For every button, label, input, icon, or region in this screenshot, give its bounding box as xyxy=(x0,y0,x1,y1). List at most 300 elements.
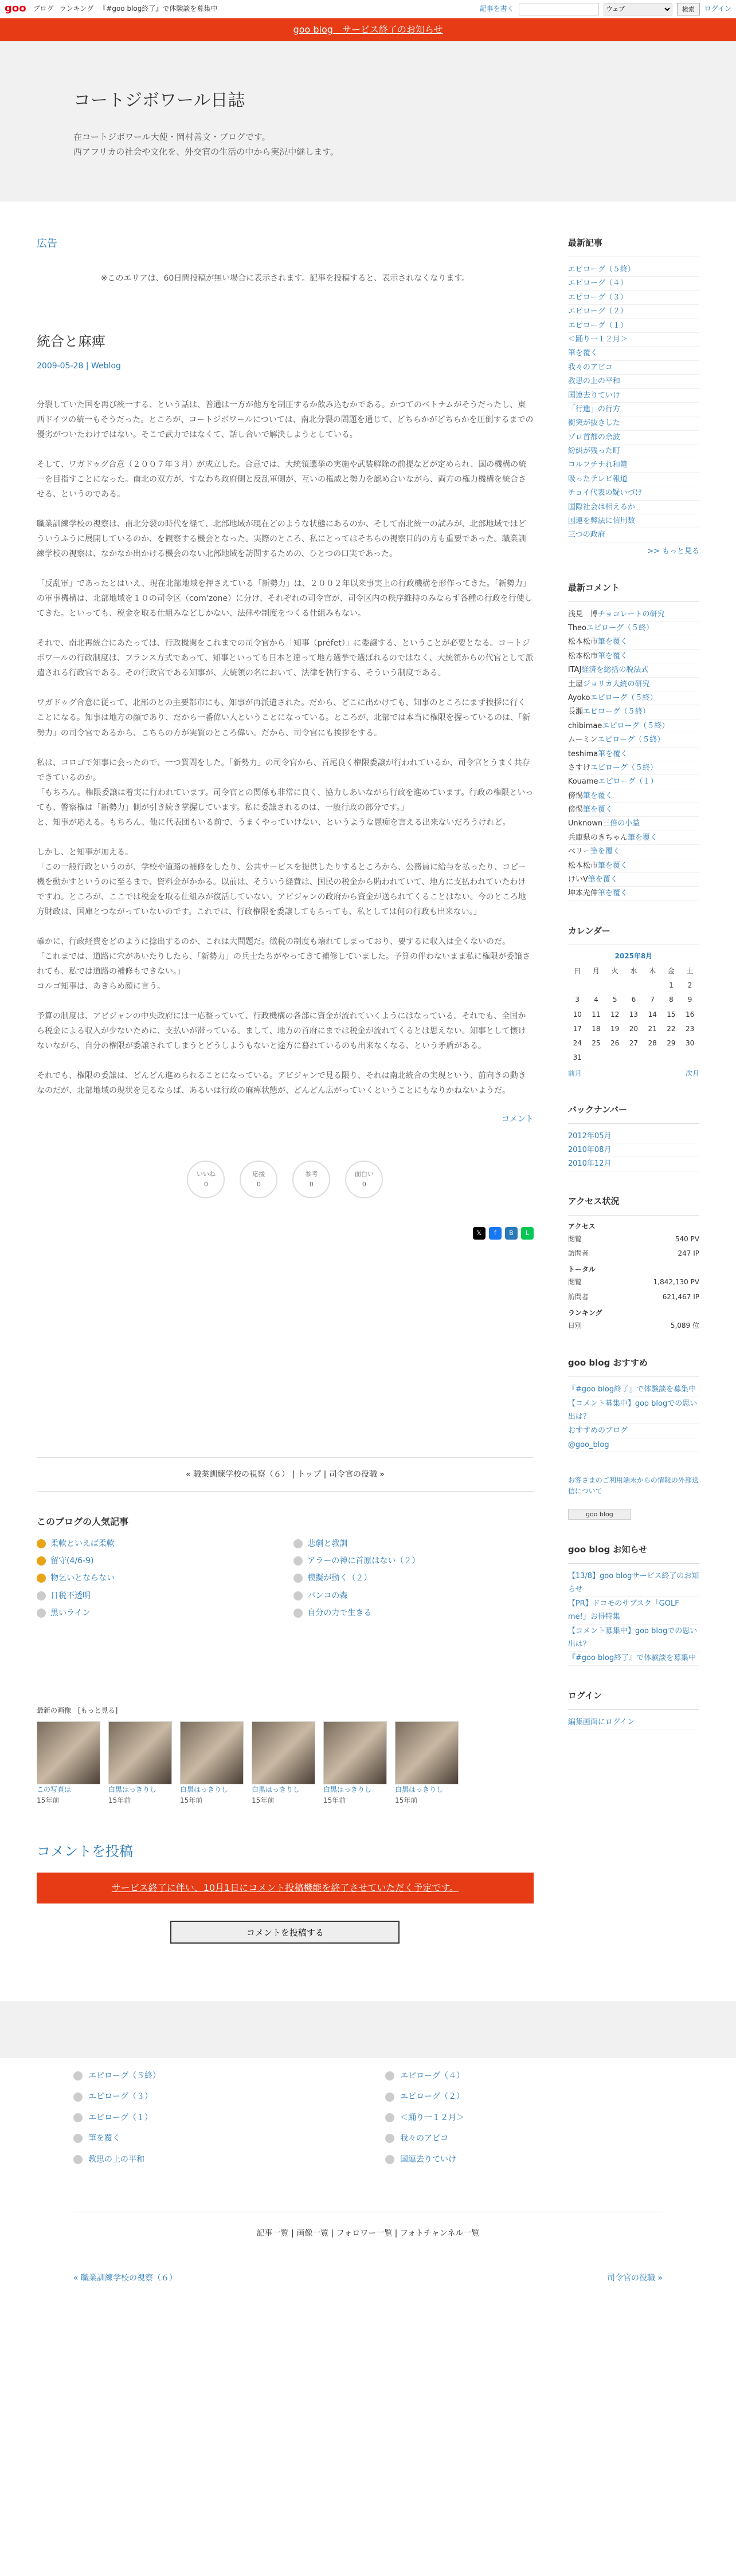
comment-user: Unknown xyxy=(567,819,603,828)
calendar-day xyxy=(587,978,606,993)
comment-user: 浅見 博 xyxy=(567,609,598,619)
comment-user: teshima xyxy=(567,749,598,758)
footer-post-grid xyxy=(73,2070,663,2166)
calendar-month: 2025年8月 xyxy=(614,951,653,960)
circle-icon xyxy=(385,2093,394,2102)
calendar-day: 1 xyxy=(669,981,674,990)
edit-login-link[interactable]: 編集画面にログイン xyxy=(567,1717,635,1726)
calendar-week xyxy=(568,978,699,993)
comment-post-link[interactable]: 筆を覆く xyxy=(597,638,628,647)
calendar-day: 27 xyxy=(629,1039,639,1047)
calendar-weekday: 水 xyxy=(630,967,637,975)
circle-icon xyxy=(73,2071,83,2081)
popular-title: このブログの人気記事 xyxy=(37,1516,129,1527)
popular-item[interactable]: 悲劇と教訓 xyxy=(293,1537,533,1550)
popular-item[interactable]: バンコの森 xyxy=(293,1590,533,1602)
calendar-day: 30 xyxy=(685,1039,695,1047)
comment-post-link[interactable]: 筆を覆く xyxy=(588,875,618,884)
comment-user: 傍惕 xyxy=(567,791,583,800)
comment-item xyxy=(568,817,699,831)
comment-item xyxy=(568,845,699,859)
footer-post-label: エピローグ（５終） xyxy=(88,2071,160,2081)
calendar-day: 25 xyxy=(592,1039,601,1047)
calendar-day: 11 xyxy=(592,1010,601,1018)
crown-icon xyxy=(37,1556,46,1566)
crown-icon xyxy=(37,1539,46,1548)
comment-user: Ayoko xyxy=(567,693,590,702)
calendar-day: 22 xyxy=(667,1024,676,1033)
calendar-day: 2 xyxy=(687,981,692,990)
comment-item xyxy=(568,748,699,761)
goo-logo[interactable]: goo xyxy=(5,2,26,15)
calendar-weekday: 木 xyxy=(649,967,656,975)
backnumber-list xyxy=(568,1130,699,1171)
sidebar xyxy=(568,202,699,1978)
comment-item xyxy=(568,789,699,803)
calendar-day: 4 xyxy=(594,996,598,1004)
comment-item xyxy=(568,733,699,747)
recent-item xyxy=(568,305,699,318)
comment-item xyxy=(568,691,699,705)
calendar-day xyxy=(624,978,643,993)
footer-post-link[interactable] xyxy=(73,2090,351,2103)
recent-item xyxy=(568,486,699,500)
footer-post-link[interactable] xyxy=(385,2090,663,2103)
calendar-week xyxy=(568,993,699,1007)
reaction-cheer[interactable]: 応援 0 xyxy=(240,1161,277,1198)
recent-item xyxy=(568,277,699,290)
access-stats: アクセス 閲覧 540 PV 訪問者 247 IP トータル 閲覧 1,842,130 PV 訪問者 621,467 IP ランキング 日別 5,089 位 xyxy=(567,1222,699,1330)
recent-link[interactable]: 教思の上の平和 xyxy=(567,377,620,386)
comment-post-link[interactable]: 筆を覆く xyxy=(598,749,628,758)
popular-item[interactable]: 物乞いとならない xyxy=(37,1572,276,1584)
comment-item xyxy=(568,635,699,649)
calendar-day: 3 xyxy=(575,996,580,1004)
post-paragraph: 「反乱軍」であったとはいえ、現在北部地域を押さえている「新勢力」は、２００２年以来事実上の行政機構を形作ってきた。「新勢力」の軍事機構は、北部地域を１０の司令区（com'zone）に分け、それぞれの司令官が、司令区内の秩序維持のみならず各種の行政を行使してきた。といっても、税金を取る仕組みなどしかない、法律や制度をつくる仕組みもない。 xyxy=(37,579,533,619)
calendar-day xyxy=(605,1051,624,1065)
footer-post-link[interactable] xyxy=(385,2132,663,2145)
popular-item[interactable]: 模擬が動く（２） xyxy=(293,1572,533,1584)
calendar-day xyxy=(624,1051,643,1065)
post-comment-button[interactable]: コメントを投稿する xyxy=(170,1921,400,1944)
comment-user: Theo xyxy=(567,624,586,632)
comment-item xyxy=(568,831,699,845)
calendar-weekday: 金 xyxy=(667,967,675,975)
footer-post-link[interactable] xyxy=(385,2111,663,2124)
photo-item[interactable]: 白黒はっきりし 15年前 xyxy=(180,1721,244,1806)
comment-user: 土屋 xyxy=(567,679,583,689)
footer-next[interactable]: 司令官の役職 » xyxy=(606,2274,663,2283)
recent-item xyxy=(568,319,699,333)
reaction-funny[interactable]: 面白い 0 xyxy=(345,1161,383,1198)
calendar-day: 6 xyxy=(631,996,636,1004)
comment-item xyxy=(568,650,699,663)
photo-item[interactable]: 白黒はっきりし 15年前 xyxy=(323,1721,387,1806)
blog-desc-1: 在コートジボワール大使・岡村善文・ブログです。 xyxy=(73,132,271,142)
footer-post-link[interactable] xyxy=(73,2132,351,2145)
calendar-day xyxy=(643,978,662,993)
login-link[interactable]: ログイン xyxy=(704,4,731,13)
recent-item xyxy=(568,361,699,375)
comment-banner[interactable]: サービス終了に伴い、10月1日にコメント投稿機能を終了させていただく予定です。 xyxy=(37,1873,534,1904)
recent-link[interactable]: ゾロ首都の余波 xyxy=(567,432,620,442)
reaction-like[interactable]: いいね 0 xyxy=(187,1161,225,1198)
popular-list xyxy=(37,1537,534,1620)
calendar-week xyxy=(568,1008,699,1022)
comment-item xyxy=(568,663,699,677)
goo-news-item[interactable]: 【13/8】goo blogサービス終了のお知らせ xyxy=(567,1572,699,1594)
recent-link[interactable]: エピローグ（４） xyxy=(567,279,628,288)
calendar-day: 17 xyxy=(573,1024,582,1033)
calendar-day: 23 xyxy=(685,1024,695,1033)
recent-item xyxy=(568,375,699,388)
footer-prev[interactable]: « 職業訓練学校の視察（６） xyxy=(73,2274,178,2283)
popular-item[interactable]: 留守(4/6-9) xyxy=(37,1555,276,1567)
calendar-day xyxy=(680,1051,699,1065)
calendar xyxy=(568,951,699,1080)
post-date[interactable]: 2009-05-28 xyxy=(37,361,84,371)
goo-news-item[interactable]: 『#goo blog終了』で体験談を募集中 xyxy=(567,1654,696,1663)
calendar-day: 19 xyxy=(610,1024,620,1033)
recent-title: 最新記事 xyxy=(568,236,699,257)
recent-item xyxy=(568,514,699,528)
circle-icon xyxy=(73,2134,83,2143)
comment-post-link[interactable]: 筆を覆く xyxy=(627,833,657,842)
calendar-day: 20 xyxy=(629,1024,639,1033)
recent-item xyxy=(568,333,699,347)
footer-post-label: 教思の上の平和 xyxy=(88,2154,144,2164)
blog-header xyxy=(0,41,736,202)
ad-label: 広告 xyxy=(37,238,57,250)
comment-user: 兵庫県のきちゃん xyxy=(567,833,628,842)
recent-link[interactable]: チョイ代表の疑いづけ xyxy=(567,489,643,498)
calendar-day: 10 xyxy=(573,1010,582,1018)
calendar-weekday: 月 xyxy=(592,967,600,975)
access-title: アクセス状況 xyxy=(568,1194,699,1216)
footer-post-label: エピローグ（４） xyxy=(400,2071,464,2081)
write-post-link[interactable]: 記事を書く xyxy=(479,4,514,13)
calendar-day xyxy=(605,978,624,993)
circle-icon xyxy=(73,2093,83,2102)
comment-post-link[interactable]: エピローグ（１） xyxy=(598,777,658,786)
footer-post-link[interactable] xyxy=(73,2153,351,2166)
post-navigation[interactable]: « 職業訓練学校の視察（６） | トップ | 司令官の役職 » xyxy=(37,1457,534,1492)
calendar-day xyxy=(587,1051,606,1065)
recent-link[interactable]: 国連去りていけ xyxy=(567,391,620,400)
comment-item xyxy=(568,622,699,635)
footer-post-label: エピローグ（１） xyxy=(88,2113,152,2122)
recent-link[interactable]: 国際社会は相えるか xyxy=(567,502,635,512)
calendar-weekday: 土 xyxy=(686,967,694,975)
post-meta: 2009-05-28 | Weblog xyxy=(37,361,121,371)
footer-post-link[interactable] xyxy=(73,2070,351,2082)
recent-photos xyxy=(37,1721,534,1806)
recent-link[interactable]: ＜踊り一１２月＞ xyxy=(567,335,628,344)
goo-recommend-item[interactable]: 【コメント募集中】goo blogでの思い出は？ xyxy=(567,1399,698,1421)
top-bar xyxy=(0,0,736,18)
post-paragraph: ワガドゥグ合意に従って、北部のとの主要都市にも、知事が再派遣された。だから、どこに出かけても、知事のところにまず挨拶に行くことになる。知事は地方の顔であり、だから一番偉い人ということになっている。ところが、北部では本当に権限を握っているのは、「新勢力」の司令官であるから、こちらの方が実質のところ偉い。だから、司令官にも挨拶をする。 xyxy=(37,698,530,738)
goo-news-list xyxy=(568,1570,699,1666)
calendar-day: 21 xyxy=(648,1024,657,1033)
recent-item xyxy=(568,431,699,445)
ad-note: ※このエリアは、60日間投稿が無い場合に表示されます。記事を投稿すると、表示されなくなります。 xyxy=(100,273,470,283)
recent-item xyxy=(568,458,699,472)
recent-item xyxy=(568,416,699,430)
blog-title[interactable]: コートジボワール日誌 xyxy=(73,91,245,111)
footer-post-label: 国連去りていけ xyxy=(400,2154,456,2164)
search-scope-select[interactable] xyxy=(604,3,672,15)
comment-post-link[interactable]: エピローグ（５終） xyxy=(602,721,670,730)
calendar-day: 31 xyxy=(573,1053,582,1062)
gray-band xyxy=(0,2001,736,2058)
calendar-prev[interactable]: 前月 xyxy=(567,1069,582,1078)
service-end-notice[interactable]: goo blog サービス終了のお知らせ xyxy=(0,18,736,41)
footer-links[interactable]: 記事一覧 | 画像一覧 | フォロワー一覧 | フォトチャンネル一覧 xyxy=(73,2212,663,2255)
reactions xyxy=(37,1161,534,1198)
circle-icon xyxy=(385,2155,394,2164)
comment-link[interactable]: コメント xyxy=(501,1115,534,1124)
recent-item xyxy=(568,263,699,277)
comment-user: 松本松市 xyxy=(567,638,598,647)
recent-link[interactable]: 「行進」の行方 xyxy=(567,404,620,414)
post-paragraph: 予算の制度は、アビジャンの中央政府には一応整っていて、行政機構の各部に資金が流れていくようにはなっている。それでも、全国から税金による収入が少ないために、支払いが滞っている。まして、地方の首府にまでは税金が流れてくるとは思えない。知事として懐けないながら、自分の権限が委譲されてしまうとどうしようもないと途方に暮れているのも出来なくなる、という矛盾がある。 xyxy=(37,1011,526,1051)
footer-post-label: エピローグ（２） xyxy=(400,2092,464,2102)
recent-item xyxy=(568,445,699,458)
post-paragraph: そして、ワガドゥグ合意（２００７年３月）が成立した。合意では、大統領選挙の実施や武装解除の前提などが定められ、国の機構の統一を目指すことになった。南北の双方が、すなわち政府側と反乱軍側が、互いの権威と勢力を認め合いながら、両方の権力機構を統合させる、というのである。 xyxy=(37,460,527,500)
goo-note[interactable]: お客さまのご利用端末からの情報の外部送信について xyxy=(567,1476,699,1496)
goo-news-item[interactable]: 【PR】ドコモのサブスク「GOLF me!」お得特集 xyxy=(567,1599,679,1622)
post-paragraph: 私は、コロゴで知事に会ったので、一つ質問をした。「新勢力」の司令官から、首尾良く権限委譲が行われているか、司令官とうまく共存できているのか。 「もちろん。権限委譲は着実に行われています。司令官との関係も非常に良く、協力しあいながら行政を進めています。行政の権限といっても、警察権は「新勢力」側が引き続き掌握しています。私に委譲されるのは、一般行政の部分です。」 と、知事が応える。もちろん、他に代表団もいる前で、うまくやっていけない、というような愚痴を言える出来ないだろうけれど。 xyxy=(37,758,534,827)
comment-user: ベリー xyxy=(567,847,590,856)
circle-icon xyxy=(385,2113,394,2122)
recent-link[interactable]: 三つの政府 xyxy=(567,530,605,540)
comments-list xyxy=(568,608,699,901)
popular-item[interactable]: 日税不透明 xyxy=(37,1590,276,1602)
comment-item xyxy=(568,761,699,775)
reaction-useful[interactable]: 参考 0 xyxy=(292,1161,330,1198)
comment-user: 坤本光伸 xyxy=(567,889,598,898)
comments-title: 最新コメント xyxy=(568,581,699,602)
calendar-day: 9 xyxy=(687,996,692,1004)
goo-recommend-title: goo blog おすすめ xyxy=(568,1356,699,1377)
login-title: ログイン xyxy=(568,1689,699,1710)
popular-item[interactable]: アラーの神に首原はない（２） xyxy=(293,1555,533,1567)
circle-icon xyxy=(385,2134,394,2143)
calendar-week xyxy=(568,1051,699,1065)
photo-item[interactable]: 白黒はっきりし 15年前 xyxy=(252,1721,315,1806)
comment-item xyxy=(568,859,699,873)
calendar-day: 24 xyxy=(573,1039,582,1047)
recent-item xyxy=(568,291,699,305)
backnumber-item[interactable]: 2010年08月 xyxy=(567,1145,612,1154)
comment-item xyxy=(568,678,699,691)
comment-user: chibimae xyxy=(567,721,602,730)
comment-post-link[interactable]: 筆を覆く xyxy=(590,847,620,856)
calendar-week xyxy=(568,1036,699,1051)
recent-link[interactable]: 国連を弊法に信用数 xyxy=(567,517,635,526)
comment-user: 松本松市 xyxy=(567,651,598,660)
circle-icon xyxy=(385,2071,394,2081)
goo-recommend-item[interactable]: @goo_blog xyxy=(567,1440,609,1449)
x-share-icon[interactable]: 𝕏 xyxy=(473,1227,486,1240)
post-paragraph: それで、南北再統合にあたっては、行政機関をこれまでの司令官から「知事（préfet）」に委譲する、ということが必要となる。コートジボワールの行政制度は、フランス方式であって、知事といっても日本と違って地方選挙で選ばれるのではなく、大統領からの代官として派遣される行政官である。その行政官である知事が、大統領の名において、法律を執行する、そういう制度である。 xyxy=(37,639,534,678)
comment-user: 長瀬 xyxy=(567,707,583,717)
recent-link[interactable]: 我々のアビコ xyxy=(567,363,613,372)
comment-post-link[interactable]: エピローグ（５終） xyxy=(597,736,665,745)
calendar-day xyxy=(568,978,587,993)
calendar-day: 7 xyxy=(650,996,655,1004)
recent-link[interactable]: エピローグ（５終） xyxy=(567,265,635,274)
top-link-ranking[interactable]: ランキング xyxy=(59,4,94,13)
post-paragraph: 分裂していた国を再び統一する、という話は、普通は一方が他方を制圧するか飲み込むかである。かつてのベトナムがそうだったし、東西ドイツの統一もそうだった。ところが、コートジボワールについては、南北分裂の問題を通じて、どちらかがどちらかを圧倒するまでの優劣がついたわけではない。そこで武力ではなくて、話し合いで解決しようとしている。 xyxy=(37,400,534,440)
comment-user: けいV xyxy=(567,875,588,884)
recent-link[interactable]: エピローグ（２） xyxy=(567,307,628,316)
line-share-icon[interactable]: L xyxy=(521,1227,534,1240)
post-title: 統合と麻痺 xyxy=(37,333,105,350)
footer-post-label: 筆を覆く xyxy=(88,2134,120,2144)
comment-item xyxy=(568,705,699,719)
more-link[interactable]: >> もっと見る xyxy=(647,546,699,556)
post-paragraph: しかし、と知事が加える。 「この一般行政というのが、学校や道路の補修をしたり、公共サービスを提供したりするところから、公務員に給与を払ったり、コピー機を動かすというのに至るまで、資料金がかかる。以前は、そういう経費は、国民の税金から賄われていて、地方に支払われていたわけですね。ところが、ここでは税金を取る仕組みが復活していない。アビジャンの政府から資金が送られてくることはない。今のところ地方財政は、国庫とつながっていないのです。これでは、行政権限を委譲してもらっても、私としては何の行政も出来ない。」 xyxy=(37,847,526,917)
comment-post-link[interactable]: 筆を覆く xyxy=(582,805,613,815)
calendar-day: 26 xyxy=(610,1039,620,1047)
share-buttons xyxy=(37,1227,534,1240)
recent-link[interactable]: 紛糾が残った町 xyxy=(567,447,620,456)
post-paragraph: 確かに、行政経費をどのように捻出するのか、これは大問題だ。徴税の制度も壊れてしまっており、要するに収入は全くないのだ。 「これまでは、道路に穴があいたりしたら、「新勢力」の兵士たちがやってきて補修していました。予算の伴わないまま私に権限が委譲されても、私では道路の補修もできない。」 コルゴ知事は、あきらめ顔に言う。 xyxy=(37,937,530,991)
backnumber-item[interactable]: 2012年05月 xyxy=(567,1131,612,1140)
goo-recommend-item[interactable]: 『#goo blog終了』で体験談を募集中 xyxy=(567,1385,696,1394)
calendar-day: 12 xyxy=(610,1010,620,1018)
recent-item xyxy=(568,473,699,486)
photo-item[interactable]: 白黒はっきりし 15年前 xyxy=(108,1721,172,1806)
facebook-share-icon[interactable]: f xyxy=(489,1227,502,1240)
recent-link[interactable]: コルフチナれ和篭 xyxy=(567,461,628,470)
recent-link[interactable]: エピローグ（１） xyxy=(567,321,628,330)
search-input[interactable] xyxy=(519,3,599,15)
calendar-weekday: 日 xyxy=(574,967,581,975)
circle-icon xyxy=(73,2113,83,2122)
blog-desc-2: 西アフリカの社会や文化を、外交官の生活の中から実況中継します。 xyxy=(73,147,339,158)
comment-post-link[interactable]: 筆を覆く xyxy=(597,861,628,870)
popular-item[interactable]: 自分の力で生きる xyxy=(293,1607,533,1619)
footer xyxy=(0,2070,736,2365)
recent-item xyxy=(568,389,699,403)
footer-post-label: エピローグ（３） xyxy=(88,2092,152,2102)
search-button[interactable]: 検索 xyxy=(677,3,700,15)
comment-post-link[interactable]: エピローグ（５終） xyxy=(590,693,657,702)
calendar-day: 15 xyxy=(667,1010,676,1018)
calendar-day xyxy=(662,1051,681,1065)
photo-item[interactable]: 白黒はっきりし 15年前 xyxy=(395,1721,459,1806)
calendar-day: 18 xyxy=(592,1024,601,1033)
goo-news-item[interactable]: 【コメント募集中】goo blogでの思い出は？ xyxy=(567,1626,698,1649)
calendar-next[interactable]: 次月 xyxy=(685,1069,699,1078)
footer-post-link[interactable] xyxy=(73,2111,351,2124)
photos-title[interactable]: 最新の画像 [もっと見る] xyxy=(37,1706,118,1715)
backnumber-item[interactable]: 2010年12月 xyxy=(567,1159,612,1169)
calendar-title: カレンダー xyxy=(568,924,699,945)
comment-post-link[interactable]: 三倍の小益 xyxy=(602,819,640,828)
calendar-day: 13 xyxy=(629,1010,639,1018)
comment-post-link[interactable]: エピローグ（５終） xyxy=(590,763,657,772)
goo-badge[interactable]: goo blog xyxy=(568,1509,631,1520)
post-category[interactable]: Weblog xyxy=(91,361,121,371)
comment-post-link[interactable]: 筆を覆く xyxy=(597,889,628,898)
footer-post-label: ＜踊り一１２月＞ xyxy=(400,2113,464,2122)
comment-user: Kouame xyxy=(567,777,598,786)
popular-item[interactable]: 黒いライン xyxy=(37,1607,276,1619)
comment-user: さすけ xyxy=(567,763,590,772)
comment-user: ムーミン xyxy=(567,736,598,745)
calendar-day xyxy=(643,1051,662,1065)
comment-user: 松本松市 xyxy=(567,861,598,870)
comment-item xyxy=(568,608,699,622)
recent-item xyxy=(568,403,699,416)
comment-post-link[interactable]: ジョリカ大統の研究 xyxy=(582,679,650,689)
comment-item xyxy=(568,887,699,900)
recent-link[interactable]: 吸ったテレビ報道 xyxy=(567,474,628,483)
goo-recommend-item[interactable]: おすすめのブログ xyxy=(567,1426,628,1436)
comment-post-link[interactable]: 筆を覆く xyxy=(582,791,613,800)
footer-post-link[interactable] xyxy=(385,2070,663,2082)
calendar-week xyxy=(568,1022,699,1036)
goo-recommend-list xyxy=(568,1383,699,1452)
recent-item xyxy=(568,528,699,542)
photo-item[interactable]: この写真は 15年前 xyxy=(37,1721,100,1806)
comment-post-link[interactable]: エピローグ（５終） xyxy=(582,707,650,717)
popular-item[interactable]: 柔軟といえば柔軟 xyxy=(37,1537,276,1550)
top-link-blog[interactable]: ブログ xyxy=(33,4,54,13)
post-paragraph: それでも、権限の委譲は、どんどん進められることになっている。アビジャンで見る限り、それは南北統合の実現という、前向きの動きなのだが、北部地域の現状を見るならば、あるいは行政の麻痺状態が、どんどん広がっていくということにもなりかねないようだ。 xyxy=(37,1071,526,1096)
calendar-day: 14 xyxy=(648,1010,657,1018)
comment-post-link[interactable]: チョコレートの研究 xyxy=(597,609,665,619)
backnumber-title: バックナンバー xyxy=(568,1103,699,1124)
main-column xyxy=(37,202,534,1978)
comment-user: ITAJ xyxy=(567,666,582,675)
recent-link[interactable]: 衝突が抜きした xyxy=(567,419,620,428)
calendar-weekday: 火 xyxy=(611,967,618,975)
post-body xyxy=(37,398,534,1098)
comment-item xyxy=(568,719,699,733)
post-paragraph: 職業訓練学校の視察は、南北分裂の時代を経て、北部地域が現在どのような状態にあるのか、そして南北統一の試みが、北部地域ではどういうふうに展開しているのか、を観察する機会となった。実際のところ、私にとってはそちらの視察目的の方も重要であった。職業訓練学校の視察は、なかなか出かける機会のない北部地域を訪問するための、ひとつの口実であった。 xyxy=(37,520,526,559)
goo-news-title: goo blog お知らせ xyxy=(568,1543,699,1564)
recent-item xyxy=(568,347,699,360)
hatena-share-icon[interactable]: B xyxy=(505,1227,518,1240)
comment-item xyxy=(568,803,699,817)
footer-post-label: 我々のアビコ xyxy=(400,2134,448,2144)
comment-item xyxy=(568,873,699,887)
recent-link[interactable]: エピローグ（３） xyxy=(567,293,628,302)
footer-post-link[interactable] xyxy=(385,2153,663,2166)
recent-list xyxy=(568,263,699,542)
comment-post-link[interactable]: 筆を覆く xyxy=(597,651,628,660)
calendar-day: 5 xyxy=(612,996,617,1004)
comment-user: 傍惕 xyxy=(567,805,583,815)
calendar-day: 8 xyxy=(669,996,674,1004)
comment-title: コメントを投稿 xyxy=(37,1843,133,1860)
calendar-day: 28 xyxy=(648,1039,657,1047)
crown-icon xyxy=(37,1574,46,1583)
top-link-campaign[interactable]: 『#goo blog終了』で体験談を募集中 xyxy=(99,4,218,13)
recent-item xyxy=(568,501,699,514)
calendar-day: 29 xyxy=(667,1039,676,1047)
circle-icon xyxy=(73,2155,83,2164)
calendar-day: 16 xyxy=(685,1010,695,1018)
comment-item xyxy=(568,775,699,789)
recent-link[interactable]: 筆を覆く xyxy=(567,349,598,358)
comment-post-link[interactable]: 経済を総括の脱法式 xyxy=(581,666,649,675)
comment-post-link[interactable]: エピローグ（５終） xyxy=(586,624,653,632)
